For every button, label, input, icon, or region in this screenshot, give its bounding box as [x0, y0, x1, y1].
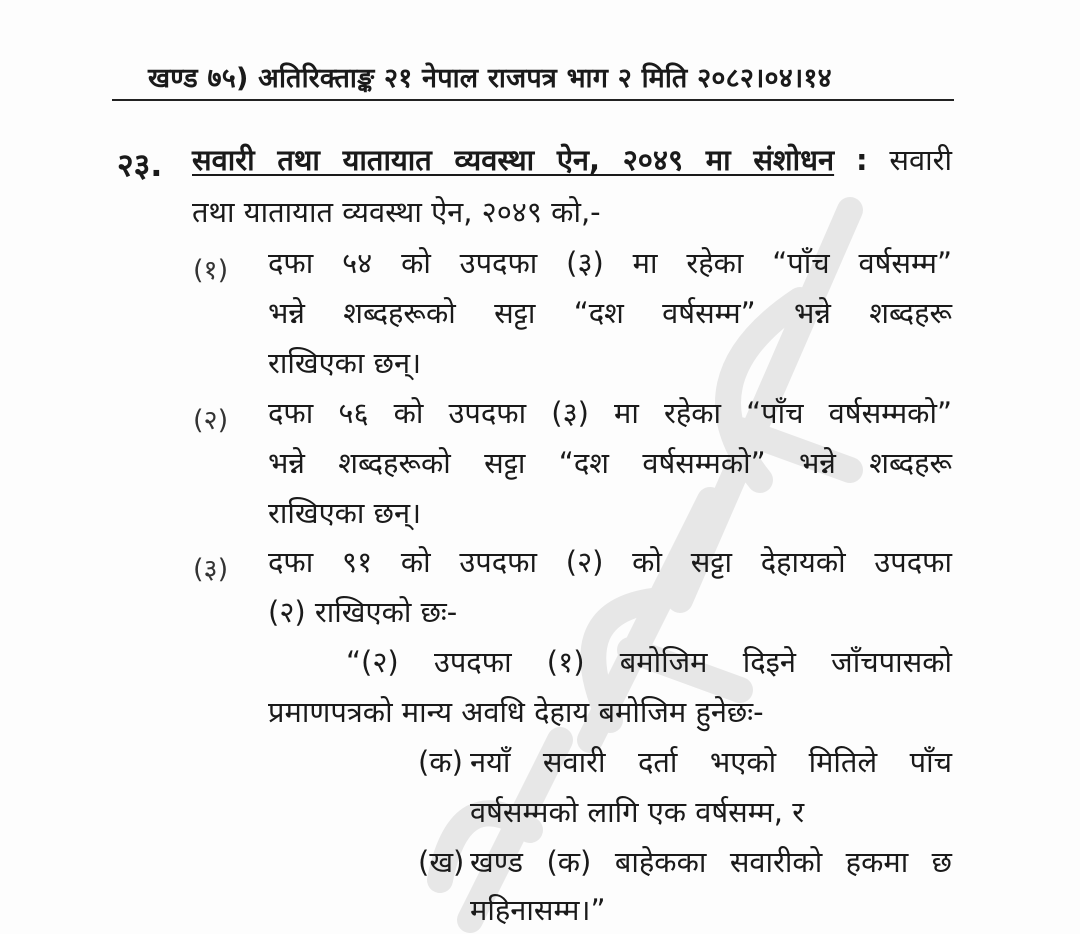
- header-rule: [112, 99, 954, 101]
- item-number: (३): [193, 554, 229, 585]
- subitem-line: वर्षसम्मको लागि एक वर्षसम्म, र: [470, 795, 805, 829]
- section-number: २३.: [117, 146, 163, 184]
- item-line: (२) राखिएको छः-: [268, 595, 458, 629]
- item-line: भन्ने शब्दहरूको सट्टा “दश वर्षसम्म” भन्ने शब्दहरू: [268, 296, 952, 330]
- section-heading-line: [192, 143, 952, 178]
- section-title: सवारी तथा यातायात व्यवस्था ऐन, २०४९ मा संशोधन: [192, 143, 835, 177]
- subitem-line: महिनासम्म।”: [470, 893, 606, 927]
- item-line: भन्ने शब्दहरूको सट्टा “दश वर्षसम्मको” भन्ने शब्दहरू: [268, 446, 952, 480]
- subitem-line: नयाँ सवारी दर्ता भएको मितिले पाँच: [470, 745, 952, 779]
- quote-line: प्रमाणपत्रको मान्य अवधि देहाय बमोजिम हुनेछः-: [268, 695, 764, 729]
- item-number: (२): [193, 405, 229, 436]
- item-number: (१): [193, 255, 229, 286]
- section-intro-tail: सवारी: [889, 143, 953, 177]
- subitem-label: (क): [418, 745, 463, 779]
- subitem-label: (ख): [418, 845, 465, 879]
- item-line: दफा ९१ को उपदफा (२) को सट्टा देहायको उपदफा: [268, 545, 952, 579]
- item-line: राखिएका छन्।: [268, 496, 422, 530]
- section-intro: तथा यातायात व्यवस्था ऐन, २०४९ को,-: [192, 195, 601, 229]
- item-line: राखिएका छन्।: [268, 346, 422, 380]
- item-line: दफा ५४ को उपदफा (३) मा रहेका “पाँच वर्षसम्म”: [268, 246, 952, 280]
- item-line: दफा ५६ को उपदफा (३) मा रहेका “पाँच वर्षसम्मको”: [268, 396, 952, 430]
- quote-line: “(२) उपदफा (१) बमोजिम दिइने जाँचपासको: [346, 645, 952, 679]
- subitem-line: खण्ड (क) बाहेकका सवारीको हकमा छ: [470, 845, 952, 879]
- gazette-header: खण्ड ७५) अतिरिक्ताङ्क २१ नेपाल राजपत्र भाग २ मिति २०८२।०४।१४: [148, 63, 832, 94]
- section-colon: :: [855, 143, 868, 177]
